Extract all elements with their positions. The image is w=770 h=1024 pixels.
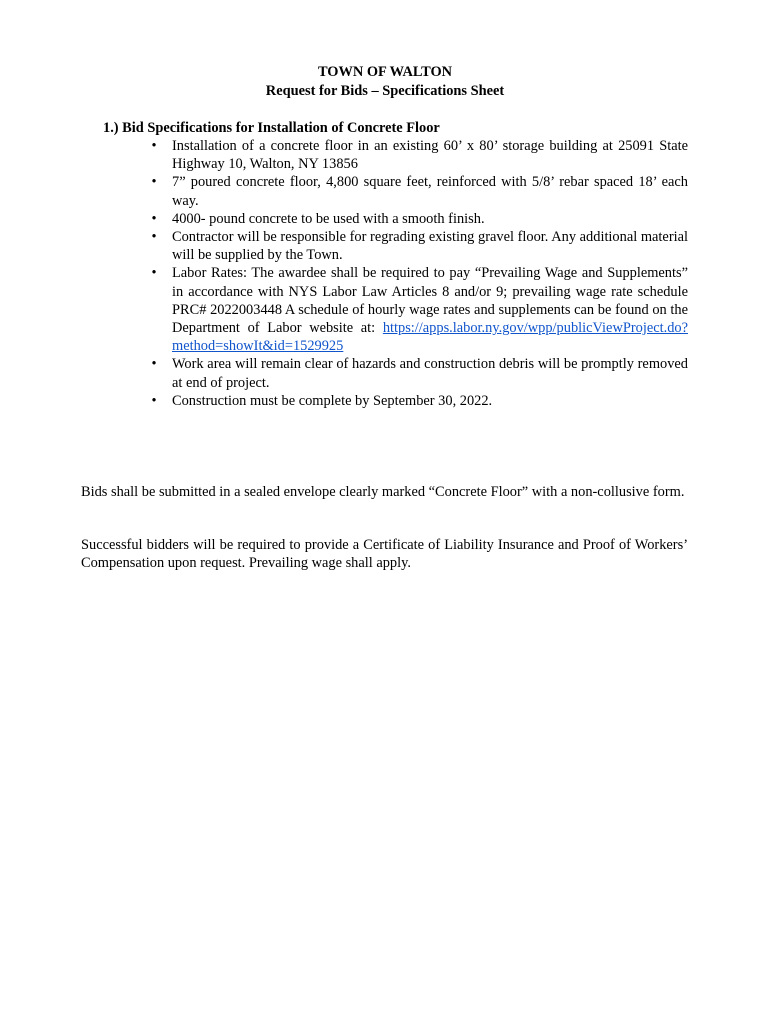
bullet-icon: • bbox=[151, 210, 157, 227]
list-item-text: Contractor will be responsible for regrading existing gravel floor. Any additional material will be supplied by the Town. bbox=[172, 229, 688, 264]
bullet-icon: • bbox=[151, 138, 157, 154]
list-item-text: Labor Rates: The awardee shall be required to pay “Prevailing Wage and Supplements” in accordance with NYS Labor Law Articles 8 and/or 9; prevailing wage rate schedule PRC# 2022003448 A schedule of hourly wage rates and supplements can be found on the Department of Labor website at: bbox=[172, 265, 688, 337]
bullet-icon: • bbox=[151, 356, 157, 373]
list-item-text: 4000- pound concrete to be used with a smooth finish. bbox=[172, 210, 485, 227]
list-item-text: Installation of a concrete floor in an existing 60’ x 80’ storage building at 25091 State Highway 10, Walton, NY 13856 bbox=[172, 138, 688, 173]
list-item bbox=[146, 137, 688, 173]
submission-paragraph: Bids shall be submitted in a sealed envelope clearly marked “Concrete Floor” with a non-collusive form. bbox=[81, 484, 685, 500]
list-item bbox=[146, 210, 688, 228]
list-item bbox=[146, 264, 688, 355]
bullet-icon: • bbox=[151, 265, 157, 282]
insurance-paragraph: Successful bidders will be required to provide a Certificate of Liability Insurance and Proof of Workers’ Compensation upon request. Prevailing wage shall apply. bbox=[81, 537, 688, 572]
list-item bbox=[146, 173, 688, 209]
list-item-text: 7” poured concrete floor, 4,800 square feet, reinforced with 5/8’ rebar spaced 18’ each way. bbox=[172, 174, 688, 209]
specifications-list bbox=[146, 137, 688, 410]
bullet-icon: • bbox=[151, 229, 157, 246]
bullet-icon: • bbox=[151, 174, 157, 191]
document-title: TOWN OF WALTON bbox=[317, 64, 453, 80]
list-item bbox=[146, 392, 688, 410]
list-item bbox=[146, 355, 688, 391]
section-heading: 1.) Bid Specifications for Installation of Concrete Floor bbox=[103, 120, 440, 136]
list-item-text: Work area will remain clear of hazards and construction debris will be promptly removed at end of project. bbox=[172, 356, 688, 391]
labor-website-link[interactable]: https://apps.labor.ny.gov/wpp/publicViewProject.do?method=showIt&id=1529925 bbox=[172, 320, 688, 355]
bullet-icon: • bbox=[151, 392, 157, 409]
document-subtitle: Request for Bids – Specifications Sheet bbox=[265, 83, 505, 99]
list-item bbox=[146, 228, 688, 264]
list-item-text: Construction must be complete by September 30, 2022. bbox=[172, 392, 493, 409]
